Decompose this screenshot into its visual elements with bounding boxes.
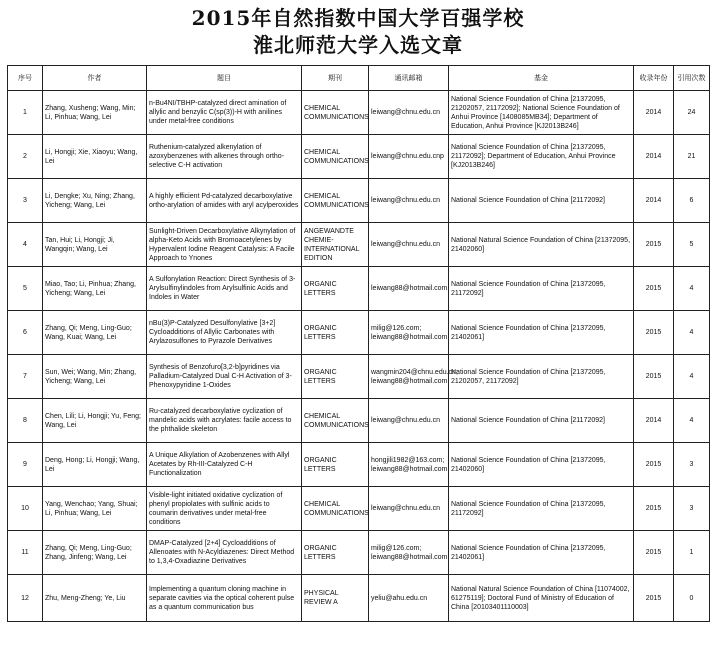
cell-title: DMAP-Catalyzed [2+4] Cycloadditions of Allenoates with N-Acyldiazenes: Direct Method to 1,3,4-Oxadiazine Derivatives [147, 531, 302, 575]
table-row [8, 311, 710, 355]
cell-fund [449, 575, 634, 622]
table-row [8, 223, 710, 267]
cell-authors: Zhang, Xusheng; Wang, Min; Li, Pinhua; Wang, Lei [43, 91, 147, 135]
cell-year: 2014 [634, 399, 674, 443]
cell-cites: 0 [674, 575, 710, 622]
cell-fund [449, 91, 634, 135]
cell-fund [449, 443, 634, 487]
cell-cites: 1 [674, 531, 710, 575]
cell-no: 5 [8, 267, 43, 311]
cell-journal: CHEMICAL COMMUNICATIONS [302, 135, 369, 179]
page-title: 2015年自然指数中国大学百强学校 [191, 6, 525, 30]
cell-year: 2015 [634, 575, 674, 622]
cell-title: Implementing a quantum cloning machine in separate cavities via the optical coherent pulse as a quantum communication bus [147, 575, 302, 622]
cell-journal: PHYSICAL REVIEW A [302, 575, 369, 622]
cell-fund [449, 399, 634, 443]
cell-cites: 3 [674, 443, 710, 487]
cell-title: A Unique Alkylation of Azobenzenes with Allyl Acetates by Rh-III-Catalyzed C-H Functionalization [147, 443, 302, 487]
header-email: 通讯邮箱 [369, 66, 449, 91]
fund-text: National Natural Science Foundation of China [21372095, 21402060] [451, 236, 631, 253]
cell-journal: ORGANIC LETTERS [302, 311, 369, 355]
cell-journal: ORGANIC LETTERS [302, 355, 369, 399]
cell-title [147, 487, 302, 531]
cell-authors: Zhu, Meng-Zheng; Ye, Liu [43, 575, 147, 622]
table-row [8, 531, 710, 575]
fund-text: National Science Foundation of China [21372095, 21402061] [451, 544, 606, 561]
cell-year: 2015 [634, 311, 674, 355]
header-cites: 引用次数 [674, 66, 710, 91]
cell-email: milig@126.com; leiwang88@hotmail.com [369, 531, 449, 575]
table-row [8, 575, 710, 622]
cell-title: A highly efficient Pd-catalyzed decarboxylative ortho-arylation of amides with aryl acylperoxides [147, 179, 302, 223]
table-row [8, 91, 710, 135]
cell-email: leiwang@chnu.edu.cn [369, 91, 449, 135]
cell-fund [449, 223, 634, 267]
cell-fund [449, 355, 634, 399]
cell-title [147, 223, 302, 267]
cell-email: leiwang@chnu.edu.cn [369, 399, 449, 443]
cell-year: 2015 [634, 531, 674, 575]
cell-cites: 4 [674, 267, 710, 311]
table-row [8, 399, 710, 443]
cell-email: leiwang@chnu.edu.cn [369, 487, 449, 531]
cell-journal: ANGEWANDTE CHEMIE-INTERNATIONAL EDITION [302, 223, 369, 267]
page-subtitle: 淮北师范大学入选文章 [253, 33, 463, 57]
table-row [8, 179, 710, 223]
cell-authors: Yang, Wenchao; Yang, Shuai; Li, Pinhua; Wang, Lei [43, 487, 147, 531]
table-row [8, 267, 710, 311]
cell-authors: Tan, Hui; Li, Hongji; Ji, Wangqin; Wang, Lei [43, 223, 147, 267]
cell-no: 8 [8, 399, 43, 443]
cell-year: 2015 [634, 223, 674, 267]
cell-fund [449, 179, 634, 223]
cell-authors: Sun, Wei; Wang, Min; Zhang, Yicheng; Wang, Lei [43, 355, 147, 399]
header-title: 题目 [147, 66, 302, 91]
cell-no: 10 [8, 487, 43, 531]
cell-title: n-Bu4NI/TBHP-catalyzed direct amination of allylic and benzylic C(sp(3))-H with anilines under metal-free conditions [147, 91, 302, 135]
cell-journal: ORGANIC LETTERS [302, 267, 369, 311]
cell-no: 6 [8, 311, 43, 355]
cell-cites: 24 [674, 91, 710, 135]
fund-text: National Science Foundation of China [21372095, 21172092]; Department of Education, Anhui Province [KJ2013B246] [451, 144, 616, 169]
cell-authors: Miao, Tao; Li, Pinhua; Zhang, Yicheng; Wang, Lei [43, 267, 147, 311]
cell-authors: Li, Hongji; Xie, Xiaoyu; Wang, Lei [43, 135, 147, 179]
cell-title: Synthesis of Benzofuro[3,2-b]pyridines via Palladium-Catalyzed Dual C-H Activation of 3-Phenoxypyridine 1-Oxides [147, 355, 302, 399]
cell-authors: Deng, Hong; Li, Hongji; Wang, Lei [43, 443, 147, 487]
cell-email: milig@126.com; leiwang88@hotmail.com [369, 311, 449, 355]
cell-journal: CHEMICAL COMMUNICATIONS [302, 487, 369, 531]
fund-text: National Science Foundation of China [21372095, 21402061] [451, 324, 606, 341]
fund-text: National Science Foundation of China [21372095, 21202057, 21172092]; National Science Foundation of Anhui Province [1408085MB34]; Department of Education, Anhui Province [KJ2013B246] [451, 95, 620, 130]
cell-email: hongjili1982@163.com; leiwang88@hotmail.com [369, 443, 449, 487]
cell-email: leiwang@chnu.edu.cnp [369, 135, 449, 179]
cell-cites: 3 [674, 487, 710, 531]
cell-authors: Li, Dengke; Xu, Ning; Zhang, Yicheng; Wang, Lei [43, 179, 147, 223]
cell-journal: ORGANIC LETTERS [302, 531, 369, 575]
cell-year: 2015 [634, 267, 674, 311]
articles-table [7, 65, 710, 622]
fund-text: National Science Foundation of China [21172092] [451, 197, 605, 204]
cell-cites: 21 [674, 135, 710, 179]
cell-authors: Zhang, Qi; Meng, Ling-Guo; Wang, Kuai; Wang, Lei [43, 311, 147, 355]
cell-title: Ru-catalyzed decarboxylative cyclization of mandelic acids with acrylates: facile access to the phthalide skeleton [147, 399, 302, 443]
cell-journal: CHEMICAL COMMUNICATIONS [302, 399, 369, 443]
cell-journal: CHEMICAL COMMUNICATIONS [302, 91, 369, 135]
header-journal: 期刊 [302, 66, 369, 91]
header-authors: 作者 [43, 66, 147, 91]
cell-fund [449, 311, 634, 355]
cell-no: 9 [8, 443, 43, 487]
cell-cites: 6 [674, 179, 710, 223]
cell-email: yeliu@ahu.edu.cn [369, 575, 449, 622]
table-row [8, 135, 710, 179]
cell-fund [449, 135, 634, 179]
header-year: 收录年份 [634, 66, 674, 91]
fund-text: National Science Foundation of China [21372095, 21172092] [451, 280, 606, 297]
cell-year: 2015 [634, 443, 674, 487]
title-text: Sunlight-Driven Decarboxylative Alkynylation of alpha-Keto Acids with Bromoacetylenes by Hypervalent Iodine Reagent Catalysis: A Facile Approach to Ynones [149, 227, 296, 262]
cell-no: 4 [8, 223, 43, 267]
cell-no: 2 [8, 135, 43, 179]
cell-cites: 4 [674, 311, 710, 355]
cell-year: 2014 [634, 179, 674, 223]
table-header-row [8, 66, 710, 91]
cell-cites: 4 [674, 355, 710, 399]
cell-title: A Sulfonylation Reaction: Direct Synthesis of 3-Arylsulfinylindoles from Arylsulfinic Acids and Indoles in Water [147, 267, 302, 311]
cell-no: 7 [8, 355, 43, 399]
cell-year: 2014 [634, 91, 674, 135]
table-row [8, 355, 710, 399]
header-no: 序号 [8, 66, 43, 91]
cell-journal: CHEMICAL COMMUNICATIONS [302, 179, 369, 223]
table-row [8, 443, 710, 487]
cell-title: Ruthenium-catalyzed alkenylation of azoxybenzenes with alkenes through ortho-selective C-H activation [147, 135, 302, 179]
cell-no: 3 [8, 179, 43, 223]
cell-no: 11 [8, 531, 43, 575]
fund-text: National Science Foundation of China [21372095, 21402060] [451, 456, 606, 473]
fund-text: National Science Foundation of China [21372095, 21202057, 21172092] [451, 368, 606, 385]
cell-year: 2014 [634, 135, 674, 179]
cell-email: leiwang@chnu.edu.cn [369, 179, 449, 223]
cell-fund [449, 531, 634, 575]
cell-cites: 5 [674, 223, 710, 267]
cell-cites: 4 [674, 399, 710, 443]
cell-journal: ORGANIC LETTERS [302, 443, 369, 487]
fund-text: National Natural Science Foundation of China [11074002, 61275119]; Doctoral Fund of Ministry of Education of China [20103401110003] [451, 585, 630, 611]
cell-fund [449, 487, 634, 531]
cell-year: 2015 [634, 487, 674, 531]
fund-text: National Science Foundation of China [21172092] [451, 417, 605, 424]
cell-fund [449, 267, 634, 311]
header-fund: 基金 [449, 66, 634, 91]
fund-text: National Science Foundation of China [21372095, 21172092] [451, 500, 606, 517]
cell-email: wangmin204@chnu.edu.cn; leiwang88@hotmail.com [369, 355, 449, 399]
title-text: Visible-light initiated oxidative cyclization of phenyl propiolates with sulfinic acids to coumarin derivatives under metal-free conditions [149, 491, 283, 526]
cell-authors: Chen, Lili; Li, Hongji; Yu, Feng; Wang, Lei [43, 399, 147, 443]
cell-no: 12 [8, 575, 43, 622]
cell-no: 1 [8, 91, 43, 135]
cell-title: nBu(3)P-Catalyzed Desulfonylative [3+2] Cycloadditions of Allylic Carbonates with Arylazosulfones to Pyrazole Derivatives [147, 311, 302, 355]
cell-authors: Zhang, Qi; Meng, Ling-Guo; Zhang, Jinfeng; Wang, Lei [43, 531, 147, 575]
table-row [8, 487, 710, 531]
cell-year: 2015 [634, 355, 674, 399]
cell-email: leiwang@chnu.edu.cn [369, 223, 449, 267]
cell-email: leiwang88@hotmail.com [369, 267, 449, 311]
